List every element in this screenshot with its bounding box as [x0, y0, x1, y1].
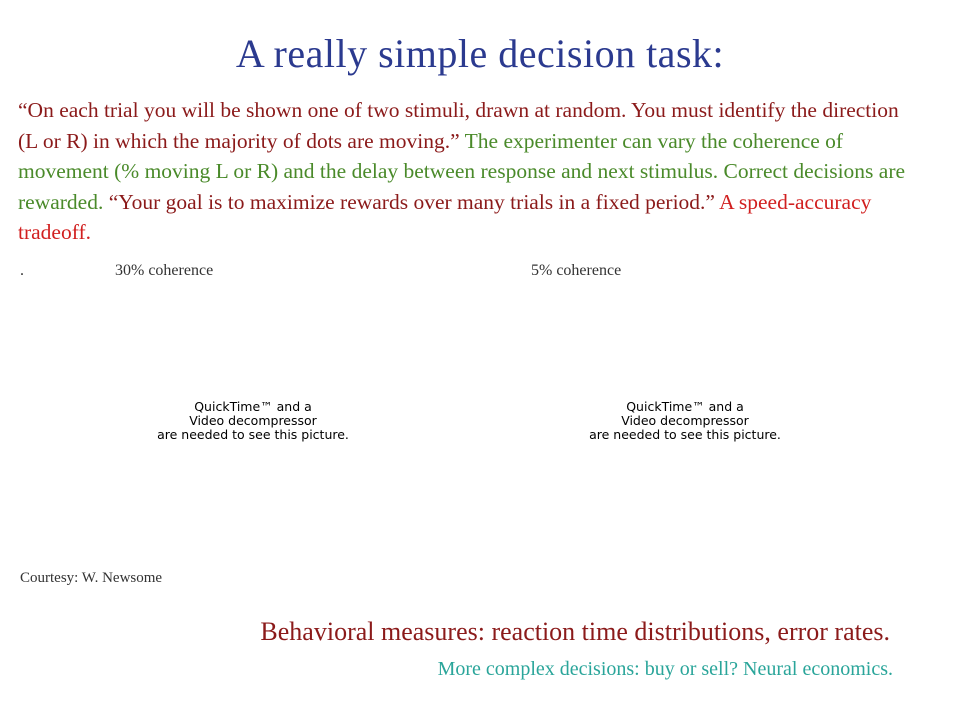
courtesy-credit: Courtesy: W. Newsome [20, 570, 163, 586]
placeholder-line: Video decompressor [189, 413, 317, 428]
placeholder-line: are needed to see this picture. [589, 427, 781, 442]
video-placeholder-left [123, 400, 383, 442]
slide-title: A really simple decision task: [235, 31, 725, 76]
caption-30-coherence: 30% coherence [115, 262, 214, 279]
placeholder-line: Video decompressor [621, 413, 749, 428]
behavioral-measures: Behavioral measures: reaction time distributions, error rates. [260, 617, 890, 646]
video-placeholder-right [555, 400, 815, 442]
placeholder-line: QuickTime™ and a [626, 399, 744, 414]
goal-quote: “Your goal is to maximize rewards over many trials in a fixed period.” [103, 189, 715, 214]
experimenter-note: The experimenter can vary the coherence of movement (% moving L or R) and the delay between response and next stimulus. Correct decisions are rewarded. [18, 128, 906, 214]
placeholder-line: QuickTime™ and a [194, 399, 312, 414]
tradeoff-note: A speed-accuracy tradeoff. [18, 189, 872, 244]
caption-dot: . [20, 262, 24, 279]
complex-decisions: More complex decisions: buy or sell? Neural economics. [437, 658, 893, 680]
caption-5-coherence: 5% coherence [531, 262, 622, 279]
instruction-quote: “On each trial you will be shown one of two stimuli, drawn at random. You must identify the direction (L or R) in which the majority of dots are moving.” [18, 98, 899, 153]
placeholder-line: are needed to see this picture. [157, 427, 349, 442]
task-description [18, 95, 918, 248]
